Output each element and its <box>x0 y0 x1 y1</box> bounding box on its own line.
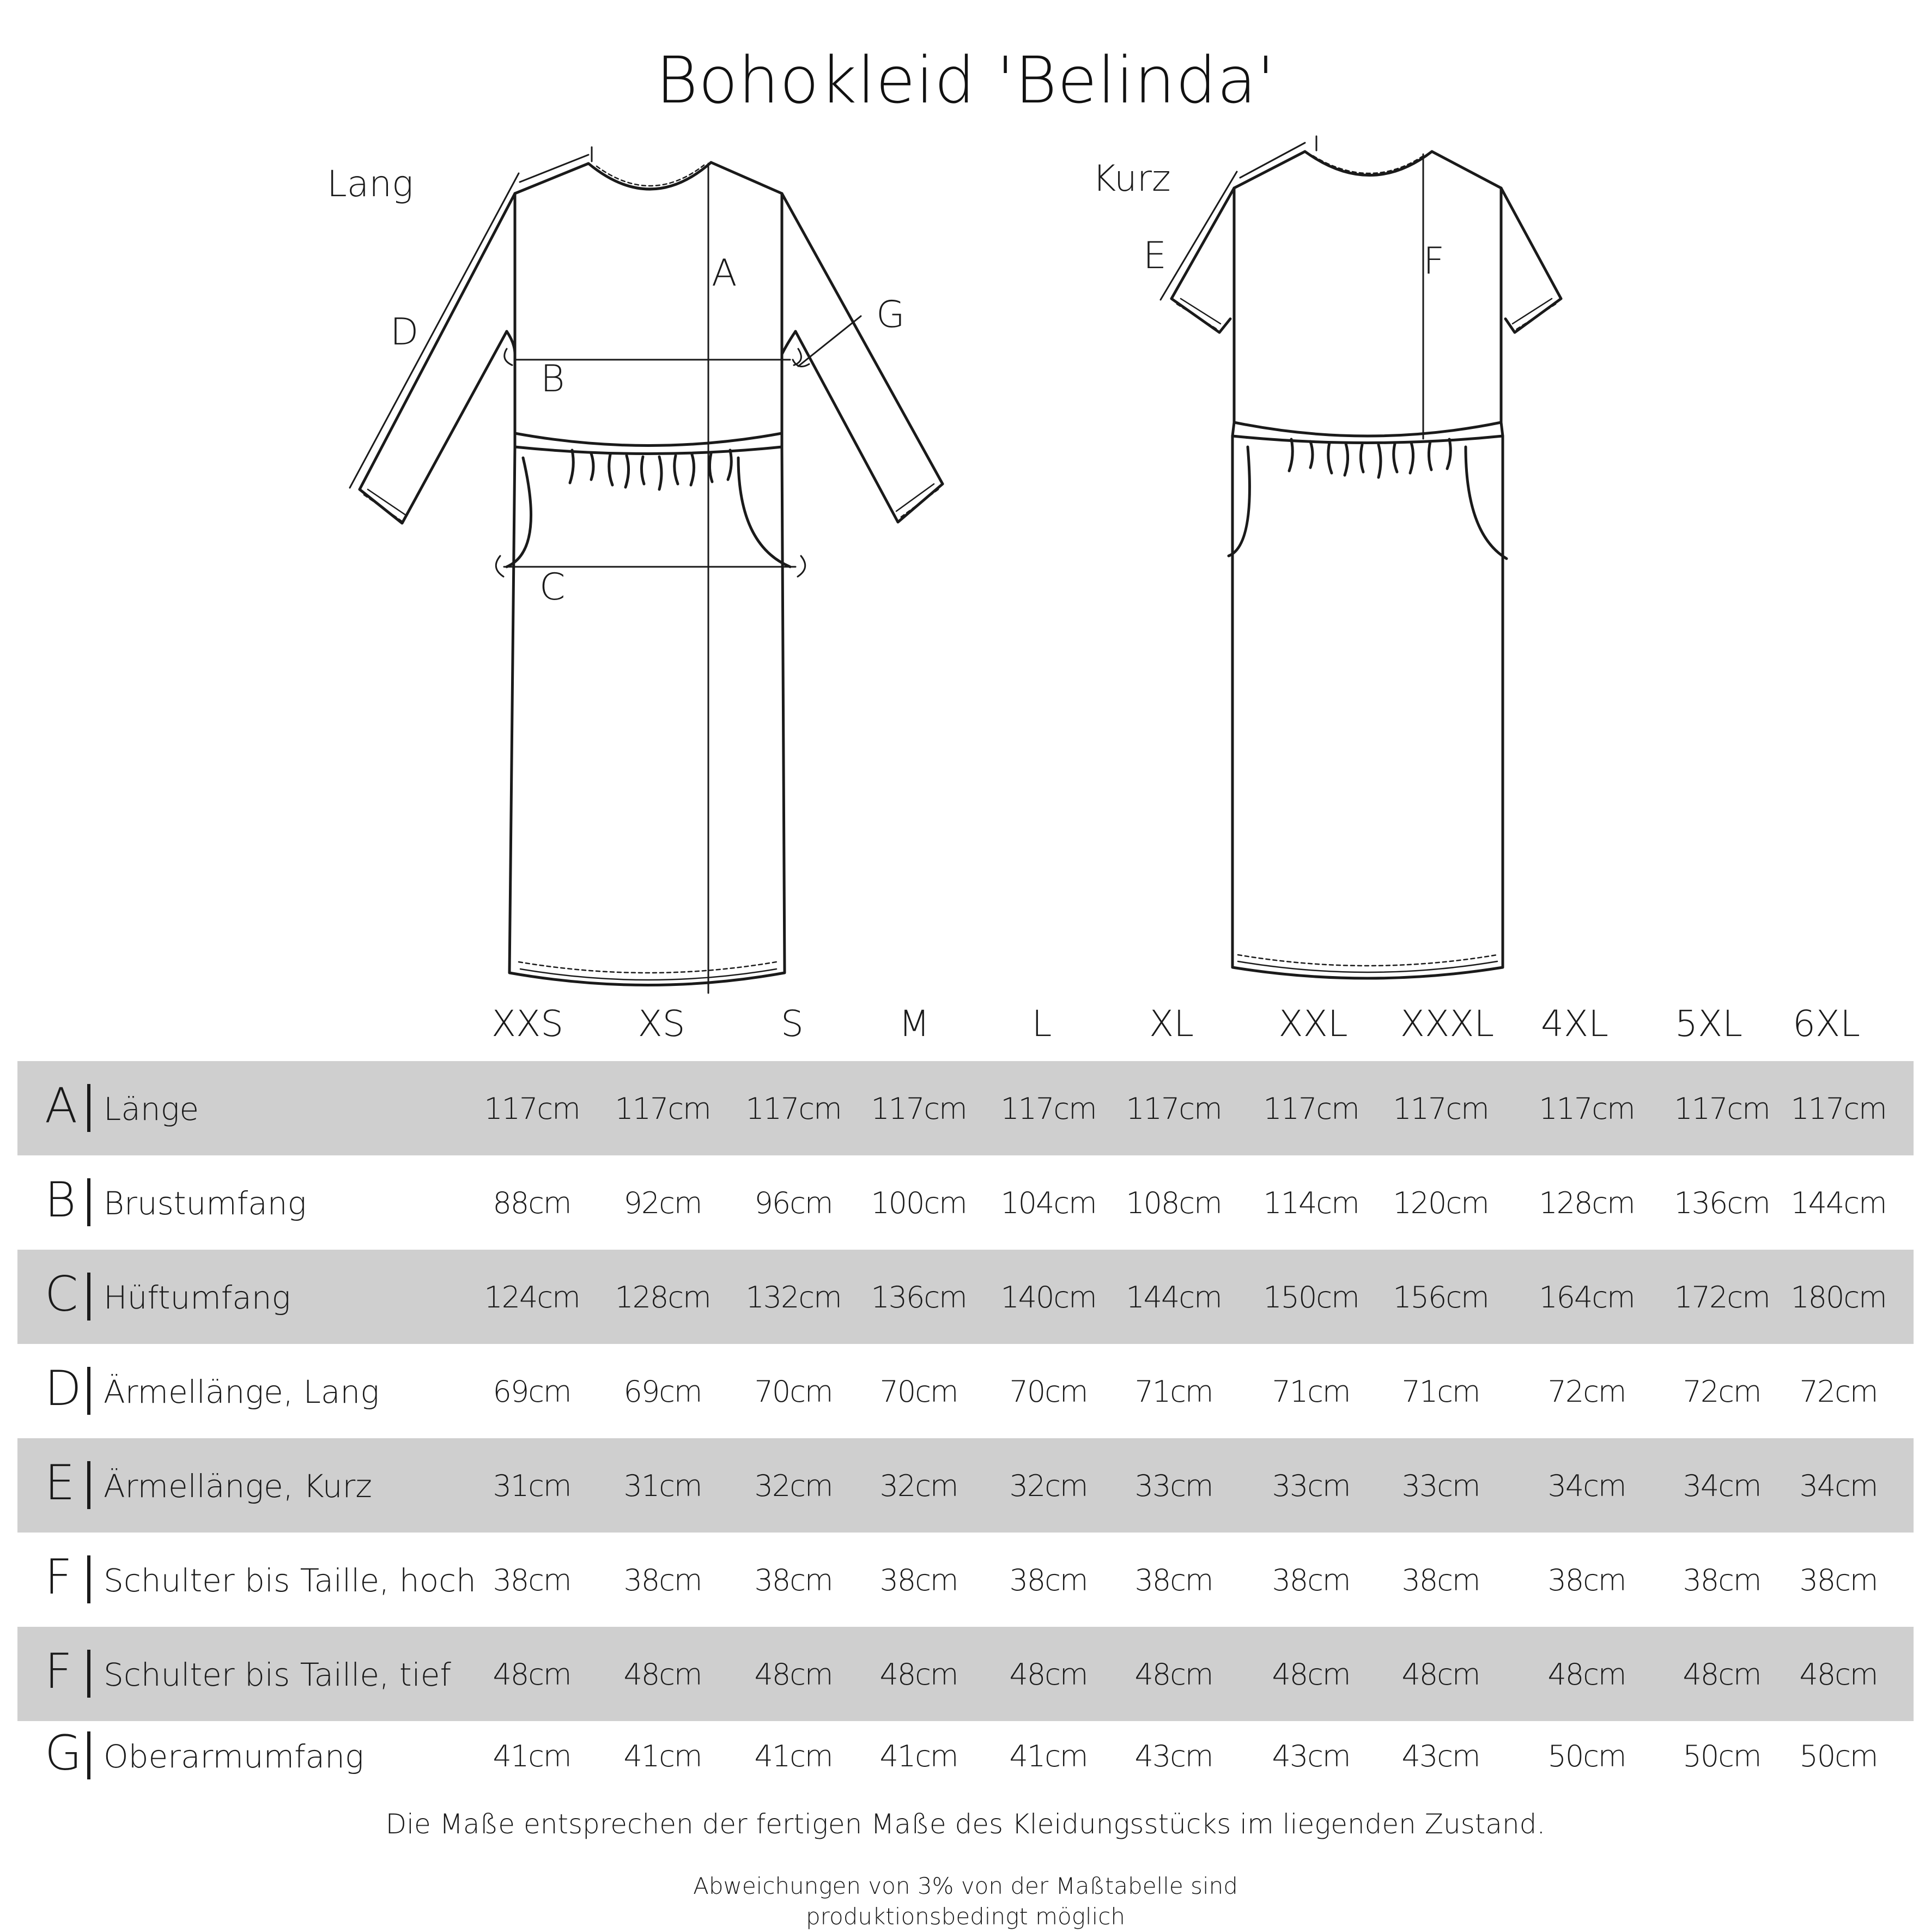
short-dress-measure-lines <box>1161 136 1423 439</box>
table-cell: 140cm <box>1000 1280 1096 1315</box>
table-cell: 72cm <box>1683 1374 1761 1409</box>
table-row <box>17 1061 1914 1155</box>
table-cell: 128cm <box>1539 1186 1635 1220</box>
table-cell: 38cm <box>1134 1563 1213 1597</box>
table-cell: 132cm <box>745 1280 841 1315</box>
marker-g: G <box>876 293 905 336</box>
row-separator <box>87 1084 90 1132</box>
row-label: Ärmellänge, Lang <box>104 1373 379 1410</box>
table-row <box>17 1709 1914 1803</box>
row-separator <box>87 1367 90 1415</box>
row-letter: A <box>45 1077 78 1134</box>
row-letter: B <box>45 1172 76 1228</box>
row-label: Schulter bis Taille, hoch <box>104 1562 476 1599</box>
table-cell: 120cm <box>1393 1186 1489 1220</box>
table-cell: 32cm <box>754 1469 833 1503</box>
table-cell: 41cm <box>879 1739 958 1773</box>
table-cell: 117cm <box>1674 1092 1770 1126</box>
marker-c: C <box>539 566 566 609</box>
table-cell: 117cm <box>1393 1092 1489 1126</box>
table-cell: 48cm <box>879 1657 958 1692</box>
table-row <box>17 1155 1914 1250</box>
table-cell: 32cm <box>879 1469 958 1503</box>
table-row <box>17 1344 1914 1438</box>
table-cell: 70cm <box>754 1374 833 1409</box>
table-cell: 96cm <box>754 1186 833 1220</box>
table-cell: 117cm <box>745 1092 841 1126</box>
row-letter: D <box>45 1360 82 1416</box>
table-cell: 117cm <box>871 1092 967 1126</box>
table-cell: 41cm <box>493 1739 571 1773</box>
table-cell: 71cm <box>1272 1374 1350 1409</box>
table-cell: 117cm <box>1000 1092 1096 1126</box>
size-header: XXL <box>1278 1003 1348 1045</box>
table-cell: 43cm <box>1272 1739 1350 1773</box>
size-header: S <box>781 1003 804 1045</box>
table-cell: 48cm <box>1799 1657 1878 1692</box>
table-cell: 38cm <box>754 1563 833 1597</box>
marker-a: A <box>712 252 737 295</box>
row-label: Oberarmumfang <box>104 1738 364 1775</box>
table-cell: 38cm <box>1547 1563 1626 1597</box>
marker-b: B <box>541 358 565 401</box>
short-dress-label: Kurz <box>1092 158 1171 199</box>
table-cell: 48cm <box>493 1657 571 1692</box>
row-letter: F <box>45 1549 72 1605</box>
table-cell: 172cm <box>1674 1280 1770 1315</box>
table-cell: 38cm <box>1272 1563 1350 1597</box>
marker-e: E <box>1143 234 1167 277</box>
long-dress-label: Lang <box>327 163 414 205</box>
table-cell: 70cm <box>879 1374 958 1409</box>
table-cell: 33cm <box>1401 1469 1480 1503</box>
table-cell: 72cm <box>1799 1374 1878 1409</box>
table-cell: 41cm <box>623 1739 702 1773</box>
row-separator <box>87 1178 90 1226</box>
table-cell: 156cm <box>1393 1280 1489 1315</box>
table-cell: 50cm <box>1547 1739 1626 1773</box>
long-dress-drawing <box>360 162 943 985</box>
marker-d: D <box>390 311 419 354</box>
table-cell: 117cm <box>1539 1092 1635 1126</box>
table-cell: 117cm <box>615 1092 711 1126</box>
table-cell: 43cm <box>1401 1739 1480 1773</box>
table-cell: 117cm <box>1790 1092 1886 1126</box>
table-cell: 136cm <box>1674 1186 1770 1220</box>
row-label: Brustumfang <box>104 1185 307 1222</box>
table-cell: 33cm <box>1134 1469 1213 1503</box>
size-header: 5XL <box>1675 1003 1742 1045</box>
table-cell: 70cm <box>1009 1374 1088 1409</box>
row-letter: E <box>45 1455 75 1511</box>
size-header: XS <box>637 1003 685 1045</box>
table-cell: 117cm <box>1263 1092 1359 1126</box>
table-cell: 48cm <box>623 1657 702 1692</box>
tolerance-note <box>0 1871 1931 1932</box>
table-cell: 69cm <box>493 1374 571 1409</box>
row-label: Schulter bis Taille, tief <box>104 1656 451 1693</box>
table-cell: 128cm <box>615 1280 711 1315</box>
short-dress-drawing <box>1171 152 1561 978</box>
row-separator <box>87 1731 90 1779</box>
table-cell: 38cm <box>1009 1563 1088 1597</box>
table-cell: 48cm <box>1401 1657 1480 1692</box>
row-separator <box>87 1273 90 1321</box>
table-cell: 69cm <box>623 1374 702 1409</box>
page-title: Bohokleid 'Belinda' <box>655 43 1276 118</box>
table-cell: 34cm <box>1547 1469 1626 1503</box>
table-cell: 104cm <box>1000 1186 1096 1220</box>
table-cell: 71cm <box>1401 1374 1480 1409</box>
size-header: XXS <box>491 1003 564 1045</box>
table-cell: 100cm <box>871 1186 967 1220</box>
table-cell: 34cm <box>1683 1469 1761 1503</box>
table-cell: 180cm <box>1790 1280 1886 1315</box>
table-cell: 50cm <box>1799 1739 1878 1773</box>
table-cell: 117cm <box>484 1092 580 1126</box>
table-cell: 48cm <box>1134 1657 1213 1692</box>
row-separator <box>87 1650 90 1698</box>
tolerance-note-line-2: produktionsbedingt möglich <box>806 1903 1125 1930</box>
row-separator <box>87 1555 90 1603</box>
table-cell: 41cm <box>1009 1739 1088 1773</box>
table-cell: 38cm <box>1401 1563 1480 1597</box>
table-cell: 38cm <box>623 1563 702 1597</box>
size-header: XL <box>1149 1003 1194 1045</box>
table-cell: 144cm <box>1790 1186 1886 1220</box>
table-cell: 114cm <box>1263 1186 1359 1220</box>
table-row <box>17 1533 1914 1627</box>
row-letter: G <box>45 1725 82 1781</box>
table-cell: 34cm <box>1799 1469 1878 1503</box>
table-cell: 31cm <box>623 1469 702 1503</box>
table-cell: 117cm <box>1126 1092 1222 1126</box>
table-cell: 150cm <box>1263 1280 1359 1315</box>
table-cell: 124cm <box>484 1280 580 1315</box>
table-cell: 33cm <box>1272 1469 1350 1503</box>
table-cell: 88cm <box>493 1186 571 1220</box>
table-cell: 144cm <box>1126 1280 1222 1315</box>
table-cell: 164cm <box>1539 1280 1635 1315</box>
table-cell: 38cm <box>493 1563 571 1597</box>
table-cell: 72cm <box>1547 1374 1626 1409</box>
table-row <box>17 1627 1914 1721</box>
table-cell: 43cm <box>1134 1739 1213 1773</box>
measurement-note: Die Maße entsprechen der fertigen Maße des Kleidungsstücks im liegenden Zustand. <box>385 1808 1546 1840</box>
row-label: Hüftumfang <box>104 1279 291 1316</box>
row-letter: F <box>45 1643 72 1699</box>
table-cell: 48cm <box>754 1657 833 1692</box>
table-cell: 48cm <box>1683 1657 1761 1692</box>
table-cell: 31cm <box>493 1469 571 1503</box>
table-cell: 136cm <box>871 1280 967 1315</box>
row-label: Ärmellänge, Kurz <box>104 1468 372 1505</box>
row-separator <box>87 1461 90 1509</box>
table-cell: 50cm <box>1683 1739 1761 1773</box>
size-header: M <box>898 1003 930 1045</box>
table-cell: 38cm <box>1799 1563 1878 1597</box>
marker-f: F <box>1423 240 1445 283</box>
size-header: 4XL <box>1541 1003 1608 1045</box>
size-header: 6XL <box>1793 1003 1860 1045</box>
table-cell: 38cm <box>879 1563 958 1597</box>
table-cell: 48cm <box>1009 1657 1088 1692</box>
table-cell: 48cm <box>1272 1657 1350 1692</box>
size-header: L <box>1031 1003 1052 1045</box>
table-row <box>17 1438 1914 1533</box>
table-cell: 32cm <box>1009 1469 1088 1503</box>
table-row <box>17 1250 1914 1344</box>
table-cell: 92cm <box>623 1186 702 1220</box>
table-cell: 38cm <box>1683 1563 1761 1597</box>
tolerance-note-line-1: Abweichungen von 3% von der Maßtabelle sind <box>693 1873 1238 1899</box>
size-header: XXXL <box>1400 1003 1495 1045</box>
table-cell: 108cm <box>1126 1186 1222 1220</box>
table-cell: 71cm <box>1134 1374 1213 1409</box>
row-letter: C <box>45 1266 78 1322</box>
table-cell: 41cm <box>754 1739 833 1773</box>
table-cell: 48cm <box>1547 1657 1626 1692</box>
row-label: Länge <box>104 1091 199 1128</box>
